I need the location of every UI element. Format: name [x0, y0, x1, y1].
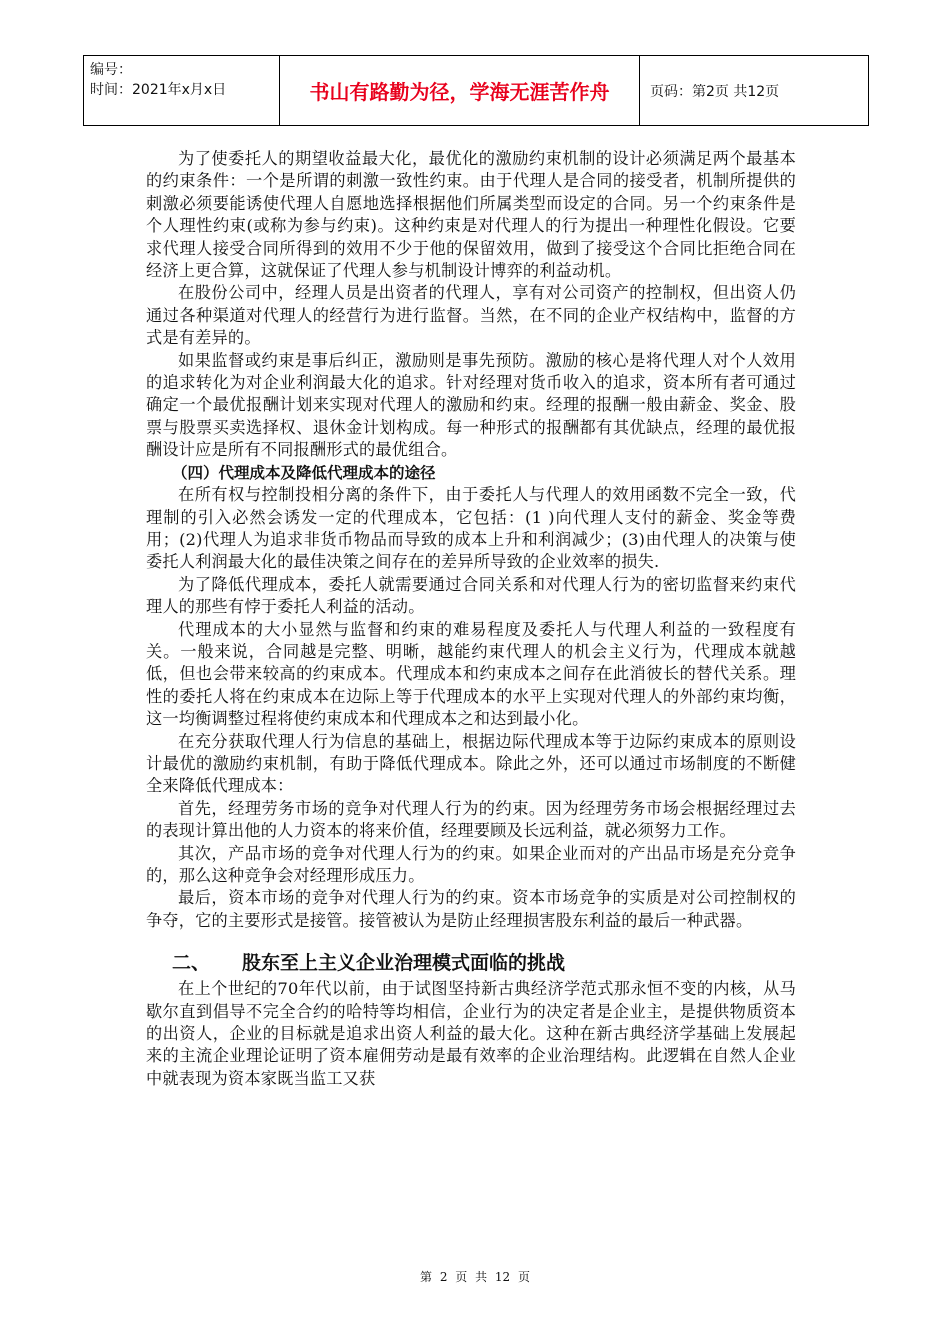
header-page-label: 页码：第2页 共12页: [650, 83, 780, 100]
document-body: [146, 148, 796, 1090]
page-footer: 第 2 页 共 12 页: [420, 1270, 530, 1284]
paragraph: 在股份公司中，经理人员是出资者的代理人，享有对公司资产的控制权，但出资人仍通过各种渠道对代理人的经营行为进行监督。当然，在不同的企业产权结构中，监督的方式是有差异的。: [146, 283, 796, 348]
serial-label: 编号：: [90, 62, 132, 78]
section-heading: [172, 950, 796, 976]
section-number: 二、: [172, 952, 211, 975]
paragraph: 在上个世纪的70年代以前，由于试图坚持新古典经济学范式那永恒不变的内核，从马歇尔直到倡导不完全合约的哈特等均相信，企业行为的决定者是企业主，是提供物质资本的出资人，企业的目标就是追求出资人利益的最大化。这种在新古典经济学基础上发展起来的主流企业理论证明了资本雇佣劳动是最有效率的企业治理结构。此逻辑在自然人企业中就表现为资本家既当监工又获: [146, 979, 796, 1088]
paragraph: 最后，资本市场的竞争对代理人行为的约束。资本市场竞争的实质是对公司控制权的争夺，它的主要形式是接管。接管被认为是防止经理损害股东利益的最后一种武器。: [146, 888, 796, 930]
header-meta: [84, 56, 280, 125]
paragraph: 为了降低代理成本，委托人就需要通过合同关系和对代理人行为的密切监督来约束代理人的那些有悖于委托人利益的活动。: [146, 574, 796, 617]
paragraph: 其次，产品市场的竞争对代理人行为的约束。如果企业而对的产出品市场是充分竞争的，那么这种竞争会对经理形成压力。: [146, 843, 796, 885]
page-header: [83, 55, 869, 126]
paragraph: 首先，经理劳务市场的竞争对代理人行为的约束。因为经理劳务市场会根据经理过去的表现计算出他的人力资本的将来价值，经理要顾及长远利益，就必须努力工作。: [146, 798, 796, 841]
paragraph: 为了使委托人的期望收益最大化，最优化的激励约束机制的设计必须满足两个最基本的约束条件：一个是所谓的刺激一致性约束。由于代理人是合同的接受者，机制所提供的刺激必须要能诱使代理人自愿地选择根据他们所属类型而设定的合同。另一个约束条件是个人理性约束(或称为参与约束)。这种约束是对代理人的行为提出一种理性化假设。它要求代理人接受合同所得到的效用不少于他的保留效用，做到了接受这个合同比拒绝合同在经济上更合算，这就保证了代理人参与机制设计博弈的利益动机。: [146, 149, 796, 281]
section-title: 股东至上主义企业治理模式面临的挑战: [242, 952, 566, 975]
paragraph: 代理成本的大小显然与监督和约束的难易程度及委托人与代理人利益的一致程度有关。一般来说，合同越是完整、明晰，越能约束代理人的机会主义行为，代理成本就越低，但也会带来较高的约束成本。代理成本和约束成本之间存在此消彼长的替代关系。理性的委托人将在约束成本在边际上等于代理成本的水平上实现对代理人的外部约束均衡，这一均衡调整过程将使约束成本和代理成本之和达到最小化。: [146, 619, 796, 729]
paragraph: 在充分获取代理人行为信息的基础上，根据边际代理成本等于边际约束成本的原则设计最优的激励约束机制，有助于降低代理成本。除此之外，还可以通过市场制度的不断健全来降低代理成本：: [146, 731, 796, 796]
time-label: 时间：2021年x月x日: [90, 82, 227, 98]
paragraph: 如果监督或约束是事后纠正，激励则是事先预防。激励的核心是将代理人对个人效用的追求转化为对企业利润最大化的追求。针对经理对货币收入的追求，资本所有者可通过确定一个最优报酬计划来实现对代理人的激励和约束。经理的报酬一般由薪金、奖金、股票与股票买卖选择权、退休金计划构成。每一种形式的报酬都有其优缺点，经理的最优报酬设计应是所有不同报酬形式的最优组合。: [146, 350, 796, 460]
subheading: （四）代理成本及降低代理成本的途径: [172, 463, 436, 482]
header-motto: 书山有路勤为径，学海无涯苦作舟: [280, 56, 640, 125]
paragraph: 在所有权与控制投相分离的条件下，由于委托人与代理人的效用函数不完全一致，代理制的引入必然会诱发一定的代理成本，它包括：(1 )向代理人支付的薪金、奖金等费用；(2)代理人为追求非货币物品而导致的成本上升和利润减少；(3)由代理人的决策与使委托人利润最大化的最佳决策之间存在的差异所导致的企业效率的损失.: [146, 485, 796, 572]
